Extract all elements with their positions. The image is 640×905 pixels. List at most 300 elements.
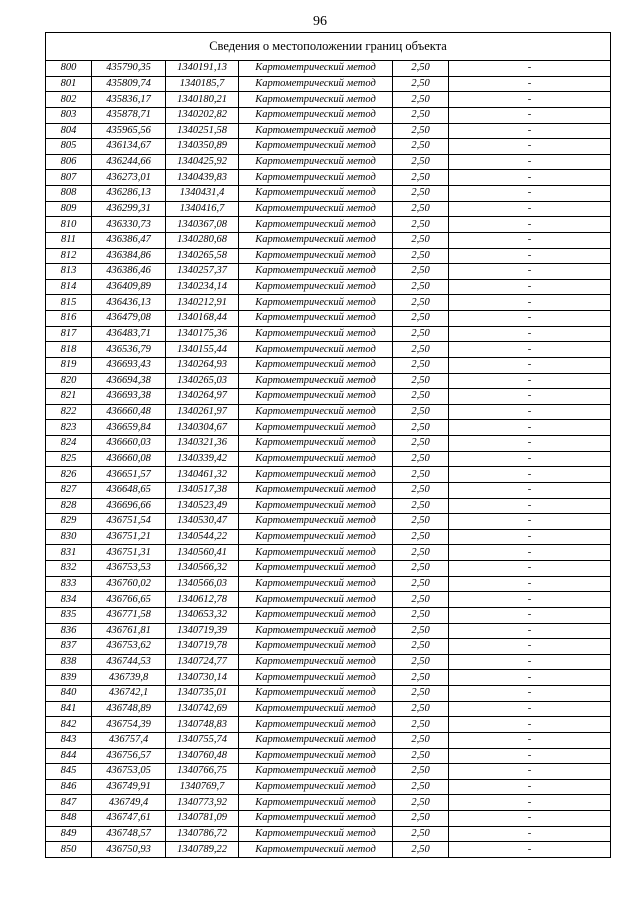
point-number-cell: 820	[46, 373, 92, 389]
accuracy-cell: 2,50	[393, 639, 449, 655]
point-number-cell: 803	[46, 107, 92, 123]
method-cell: Картометрический метод	[239, 217, 393, 233]
method-cell: Картометрический метод	[239, 764, 393, 780]
x-coordinate-cell: 436760,02	[92, 576, 166, 592]
y-coordinate-cell: 1340730,14	[166, 670, 239, 686]
method-cell: Картометрический метод	[239, 373, 393, 389]
accuracy-cell: 2,50	[393, 295, 449, 311]
description-cell: -	[449, 670, 611, 686]
x-coordinate-cell: 436536,79	[92, 342, 166, 358]
description-cell: -	[449, 76, 611, 92]
method-cell: Картометрический метод	[239, 436, 393, 452]
point-number-cell: 812	[46, 248, 92, 264]
y-coordinate-cell: 1340544,22	[166, 529, 239, 545]
point-number-cell: 825	[46, 451, 92, 467]
y-coordinate-cell: 1340280,68	[166, 232, 239, 248]
y-coordinate-cell: 1340566,03	[166, 576, 239, 592]
method-cell: Картометрический метод	[239, 311, 393, 327]
x-coordinate-cell: 436651,57	[92, 467, 166, 483]
method-cell: Картометрический метод	[239, 232, 393, 248]
accuracy-cell: 2,50	[393, 76, 449, 92]
accuracy-cell: 2,50	[393, 686, 449, 702]
accuracy-cell: 2,50	[393, 607, 449, 623]
point-number-cell: 819	[46, 357, 92, 373]
x-coordinate-cell: 436751,31	[92, 545, 166, 561]
y-coordinate-cell: 1340439,83	[166, 170, 239, 186]
y-coordinate-cell: 1340234,14	[166, 279, 239, 295]
x-coordinate-cell: 436757,4	[92, 732, 166, 748]
x-coordinate-cell: 436659,84	[92, 420, 166, 436]
method-cell: Картометрический метод	[239, 420, 393, 436]
method-cell: Картометрический метод	[239, 561, 393, 577]
y-coordinate-cell: 1340264,97	[166, 389, 239, 405]
table-row	[46, 482, 611, 498]
point-number-cell: 818	[46, 342, 92, 358]
point-number-cell: 810	[46, 217, 92, 233]
description-cell: -	[449, 311, 611, 327]
table-row	[46, 436, 611, 452]
point-number-cell: 806	[46, 154, 92, 170]
table-row	[46, 186, 611, 202]
point-number-cell: 807	[46, 170, 92, 186]
table-row	[46, 654, 611, 670]
point-number-cell: 814	[46, 279, 92, 295]
y-coordinate-cell: 1340155,44	[166, 342, 239, 358]
method-cell: Картометрический метод	[239, 529, 393, 545]
description-cell: -	[449, 186, 611, 202]
description-cell: -	[449, 92, 611, 108]
point-number-cell: 817	[46, 326, 92, 342]
description-cell: -	[449, 701, 611, 717]
y-coordinate-cell: 1340191,13	[166, 61, 239, 77]
y-coordinate-cell: 1340566,32	[166, 561, 239, 577]
accuracy-cell: 2,50	[393, 795, 449, 811]
accuracy-cell: 2,50	[393, 654, 449, 670]
accuracy-cell: 2,50	[393, 514, 449, 530]
point-number-cell: 822	[46, 404, 92, 420]
point-number-cell: 844	[46, 748, 92, 764]
y-coordinate-cell: 1340212,91	[166, 295, 239, 311]
x-coordinate-cell: 436696,66	[92, 498, 166, 514]
description-cell: -	[449, 154, 611, 170]
method-cell: Картометрический метод	[239, 654, 393, 670]
table-row	[46, 326, 611, 342]
table-row	[46, 295, 611, 311]
table-row	[46, 92, 611, 108]
accuracy-cell: 2,50	[393, 764, 449, 780]
point-number-cell: 845	[46, 764, 92, 780]
table-row	[46, 279, 611, 295]
accuracy-cell: 2,50	[393, 311, 449, 327]
method-cell: Картометрический метод	[239, 342, 393, 358]
table-row	[46, 717, 611, 733]
table-row	[46, 701, 611, 717]
description-cell: -	[449, 842, 611, 858]
point-number-cell: 835	[46, 607, 92, 623]
accuracy-cell: 2,50	[393, 373, 449, 389]
table-row	[46, 451, 611, 467]
y-coordinate-cell: 1340766,75	[166, 764, 239, 780]
x-coordinate-cell: 436761,81	[92, 623, 166, 639]
method-cell: Картометрический метод	[239, 264, 393, 280]
point-number-cell: 838	[46, 654, 92, 670]
y-coordinate-cell: 1340321,36	[166, 436, 239, 452]
method-cell: Картометрический метод	[239, 154, 393, 170]
x-coordinate-cell: 436384,86	[92, 248, 166, 264]
description-cell: -	[449, 779, 611, 795]
x-coordinate-cell: 436753,62	[92, 639, 166, 655]
description-cell: -	[449, 467, 611, 483]
x-coordinate-cell: 436409,89	[92, 279, 166, 295]
description-cell: -	[449, 139, 611, 155]
method-cell: Картометрический метод	[239, 389, 393, 405]
y-coordinate-cell: 1340339,42	[166, 451, 239, 467]
point-number-cell: 804	[46, 123, 92, 139]
y-coordinate-cell: 1340748,83	[166, 717, 239, 733]
table-row	[46, 498, 611, 514]
y-coordinate-cell: 1340202,82	[166, 107, 239, 123]
point-number-cell: 801	[46, 76, 92, 92]
description-cell: -	[449, 639, 611, 655]
accuracy-cell: 2,50	[393, 576, 449, 592]
accuracy-cell: 2,50	[393, 342, 449, 358]
y-coordinate-cell: 1340264,93	[166, 357, 239, 373]
description-cell: -	[449, 732, 611, 748]
table-row	[46, 623, 611, 639]
accuracy-cell: 2,50	[393, 154, 449, 170]
accuracy-cell: 2,50	[393, 232, 449, 248]
table-row	[46, 811, 611, 827]
x-coordinate-cell: 436299,31	[92, 201, 166, 217]
method-cell: Картометрический метод	[239, 842, 393, 858]
description-cell: -	[449, 748, 611, 764]
point-number-cell: 824	[46, 436, 92, 452]
accuracy-cell: 2,50	[393, 529, 449, 545]
table-row	[46, 545, 611, 561]
point-number-cell: 836	[46, 623, 92, 639]
description-cell: -	[449, 123, 611, 139]
accuracy-cell: 2,50	[393, 732, 449, 748]
description-cell: -	[449, 623, 611, 639]
description-cell: -	[449, 686, 611, 702]
accuracy-cell: 2,50	[393, 357, 449, 373]
table-row	[46, 139, 611, 155]
x-coordinate-cell: 436134,67	[92, 139, 166, 155]
point-number-cell: 843	[46, 732, 92, 748]
point-number-cell: 828	[46, 498, 92, 514]
accuracy-cell: 2,50	[393, 107, 449, 123]
x-coordinate-cell: 435965,56	[92, 123, 166, 139]
point-number-cell: 811	[46, 232, 92, 248]
description-cell: -	[449, 248, 611, 264]
description-cell: -	[449, 795, 611, 811]
table-row	[46, 764, 611, 780]
accuracy-cell: 2,50	[393, 201, 449, 217]
x-coordinate-cell: 436386,46	[92, 264, 166, 280]
x-coordinate-cell: 436749,91	[92, 779, 166, 795]
method-cell: Картометрический метод	[239, 107, 393, 123]
point-number-cell: 826	[46, 467, 92, 483]
point-number-cell: 813	[46, 264, 92, 280]
x-coordinate-cell: 436749,4	[92, 795, 166, 811]
description-cell: -	[449, 389, 611, 405]
x-coordinate-cell: 436766,65	[92, 592, 166, 608]
accuracy-cell: 2,50	[393, 404, 449, 420]
description-cell: -	[449, 232, 611, 248]
table-row	[46, 748, 611, 764]
description-cell: -	[449, 592, 611, 608]
description-cell: -	[449, 514, 611, 530]
accuracy-cell: 2,50	[393, 61, 449, 77]
table-row	[46, 795, 611, 811]
method-cell: Картометрический метод	[239, 514, 393, 530]
x-coordinate-cell: 436747,61	[92, 811, 166, 827]
table-row	[46, 842, 611, 858]
y-coordinate-cell: 1340781,09	[166, 811, 239, 827]
table-row	[46, 561, 611, 577]
table-row	[46, 248, 611, 264]
method-cell: Картометрический метод	[239, 717, 393, 733]
description-cell: -	[449, 373, 611, 389]
table-row	[46, 389, 611, 405]
point-number-cell: 834	[46, 592, 92, 608]
point-number-cell: 821	[46, 389, 92, 405]
point-number-cell: 830	[46, 529, 92, 545]
description-cell: -	[449, 717, 611, 733]
x-coordinate-cell: 436648,65	[92, 482, 166, 498]
method-cell: Картометрический метод	[239, 795, 393, 811]
y-coordinate-cell: 1340251,58	[166, 123, 239, 139]
table-row	[46, 732, 611, 748]
point-number-cell: 850	[46, 842, 92, 858]
page-number: 96	[313, 14, 327, 29]
x-coordinate-cell: 436751,21	[92, 529, 166, 545]
x-coordinate-cell: 436742,1	[92, 686, 166, 702]
x-coordinate-cell: 436660,03	[92, 436, 166, 452]
method-cell: Картометрический метод	[239, 482, 393, 498]
description-cell: -	[449, 654, 611, 670]
description-cell: -	[449, 607, 611, 623]
point-number-cell: 842	[46, 717, 92, 733]
method-cell: Картометрический метод	[239, 670, 393, 686]
x-coordinate-cell: 436244,66	[92, 154, 166, 170]
x-coordinate-cell: 435809,74	[92, 76, 166, 92]
description-cell: -	[449, 545, 611, 561]
x-coordinate-cell: 436754,39	[92, 717, 166, 733]
accuracy-cell: 2,50	[393, 139, 449, 155]
description-cell: -	[449, 529, 611, 545]
table-row	[46, 154, 611, 170]
boundary-coordinates-table	[45, 32, 611, 858]
description-cell: -	[449, 342, 611, 358]
table-body	[46, 61, 611, 858]
method-cell: Картометрический метод	[239, 623, 393, 639]
point-number-cell: 846	[46, 779, 92, 795]
table-row	[46, 779, 611, 795]
accuracy-cell: 2,50	[393, 811, 449, 827]
y-coordinate-cell: 1340180,21	[166, 92, 239, 108]
y-coordinate-cell: 1340789,22	[166, 842, 239, 858]
x-coordinate-cell: 436771,58	[92, 607, 166, 623]
accuracy-cell: 2,50	[393, 389, 449, 405]
x-coordinate-cell: 436753,05	[92, 764, 166, 780]
point-number-cell: 829	[46, 514, 92, 530]
table-row	[46, 217, 611, 233]
table-row	[46, 420, 611, 436]
description-cell: -	[449, 826, 611, 842]
method-cell: Картометрический метод	[239, 279, 393, 295]
x-coordinate-cell: 436479,08	[92, 311, 166, 327]
description-cell: -	[449, 482, 611, 498]
y-coordinate-cell: 1340461,32	[166, 467, 239, 483]
x-coordinate-cell: 435878,71	[92, 107, 166, 123]
point-number-cell: 816	[46, 311, 92, 327]
y-coordinate-cell: 1340431,4	[166, 186, 239, 202]
accuracy-cell: 2,50	[393, 670, 449, 686]
method-cell: Картометрический метод	[239, 826, 393, 842]
accuracy-cell: 2,50	[393, 826, 449, 842]
description-cell: -	[449, 295, 611, 311]
y-coordinate-cell: 1340185,7	[166, 76, 239, 92]
method-cell: Картометрический метод	[239, 779, 393, 795]
y-coordinate-cell: 1340719,39	[166, 623, 239, 639]
y-coordinate-cell: 1340257,37	[166, 264, 239, 280]
y-coordinate-cell: 1340350,89	[166, 139, 239, 155]
table-row	[46, 311, 611, 327]
y-coordinate-cell: 1340265,58	[166, 248, 239, 264]
description-cell: -	[449, 404, 611, 420]
table-header-row	[46, 33, 611, 61]
x-coordinate-cell: 435836,17	[92, 92, 166, 108]
y-coordinate-cell: 1340416,7	[166, 201, 239, 217]
x-coordinate-cell: 436286,13	[92, 186, 166, 202]
description-cell: -	[449, 576, 611, 592]
y-coordinate-cell: 1340523,49	[166, 498, 239, 514]
accuracy-cell: 2,50	[393, 748, 449, 764]
x-coordinate-cell: 436693,38	[92, 389, 166, 405]
table-row	[46, 514, 611, 530]
y-coordinate-cell: 1340367,08	[166, 217, 239, 233]
method-cell: Картометрический метод	[239, 76, 393, 92]
point-number-cell: 832	[46, 561, 92, 577]
method-cell: Картометрический метод	[239, 576, 393, 592]
x-coordinate-cell: 436660,08	[92, 451, 166, 467]
point-number-cell: 839	[46, 670, 92, 686]
accuracy-cell: 2,50	[393, 561, 449, 577]
method-cell: Картометрический метод	[239, 186, 393, 202]
method-cell: Картометрический метод	[239, 295, 393, 311]
method-cell: Картометрический метод	[239, 701, 393, 717]
y-coordinate-cell: 1340724,77	[166, 654, 239, 670]
y-coordinate-cell: 1340719,78	[166, 639, 239, 655]
point-number-cell: 848	[46, 811, 92, 827]
y-coordinate-cell: 1340773,92	[166, 795, 239, 811]
description-cell: -	[449, 107, 611, 123]
method-cell: Картометрический метод	[239, 326, 393, 342]
table-row	[46, 107, 611, 123]
table-row	[46, 373, 611, 389]
description-cell: -	[449, 420, 611, 436]
x-coordinate-cell: 436739,8	[92, 670, 166, 686]
accuracy-cell: 2,50	[393, 467, 449, 483]
point-number-cell: 841	[46, 701, 92, 717]
y-coordinate-cell: 1340265,03	[166, 373, 239, 389]
x-coordinate-cell: 436748,89	[92, 701, 166, 717]
description-cell: -	[449, 436, 611, 452]
x-coordinate-cell: 436694,38	[92, 373, 166, 389]
x-coordinate-cell: 436483,71	[92, 326, 166, 342]
method-cell: Картометрический метод	[239, 123, 393, 139]
y-coordinate-cell: 1340530,47	[166, 514, 239, 530]
y-coordinate-cell: 1340612,78	[166, 592, 239, 608]
y-coordinate-cell: 1340168,44	[166, 311, 239, 327]
method-cell: Картометрический метод	[239, 61, 393, 77]
accuracy-cell: 2,50	[393, 217, 449, 233]
point-number-cell: 800	[46, 61, 92, 77]
accuracy-cell: 2,50	[393, 717, 449, 733]
x-coordinate-cell: 436750,93	[92, 842, 166, 858]
table-row	[46, 826, 611, 842]
table-row	[46, 592, 611, 608]
method-cell: Картометрический метод	[239, 357, 393, 373]
description-cell: -	[449, 201, 611, 217]
description-cell: -	[449, 326, 611, 342]
table-row	[46, 76, 611, 92]
accuracy-cell: 2,50	[393, 701, 449, 717]
y-coordinate-cell: 1340755,74	[166, 732, 239, 748]
description-cell: -	[449, 217, 611, 233]
table-row	[46, 201, 611, 217]
description-cell: -	[449, 170, 611, 186]
accuracy-cell: 2,50	[393, 326, 449, 342]
method-cell: Картометрический метод	[239, 545, 393, 561]
y-coordinate-cell: 1340560,41	[166, 545, 239, 561]
method-cell: Картометрический метод	[239, 248, 393, 264]
method-cell: Картометрический метод	[239, 170, 393, 186]
table-row	[46, 529, 611, 545]
table-row	[46, 607, 611, 623]
point-number-cell: 837	[46, 639, 92, 655]
table-row	[46, 467, 611, 483]
point-number-cell: 823	[46, 420, 92, 436]
description-cell: -	[449, 61, 611, 77]
table-row	[46, 61, 611, 77]
method-cell: Картометрический метод	[239, 498, 393, 514]
description-cell: -	[449, 279, 611, 295]
method-cell: Картометрический метод	[239, 748, 393, 764]
accuracy-cell: 2,50	[393, 248, 449, 264]
y-coordinate-cell: 1340653,32	[166, 607, 239, 623]
y-coordinate-cell: 1340304,67	[166, 420, 239, 436]
accuracy-cell: 2,50	[393, 482, 449, 498]
method-cell: Картометрический метод	[239, 686, 393, 702]
method-cell: Картометрический метод	[239, 92, 393, 108]
description-cell: -	[449, 264, 611, 280]
table-row	[46, 670, 611, 686]
accuracy-cell: 2,50	[393, 436, 449, 452]
x-coordinate-cell: 436386,47	[92, 232, 166, 248]
table-row	[46, 123, 611, 139]
table-row	[46, 576, 611, 592]
method-cell: Картометрический метод	[239, 404, 393, 420]
point-number-cell: 809	[46, 201, 92, 217]
x-coordinate-cell: 436753,53	[92, 561, 166, 577]
point-number-cell: 815	[46, 295, 92, 311]
table-row	[46, 639, 611, 655]
table-row	[46, 686, 611, 702]
accuracy-cell: 2,50	[393, 123, 449, 139]
x-coordinate-cell: 436273,01	[92, 170, 166, 186]
